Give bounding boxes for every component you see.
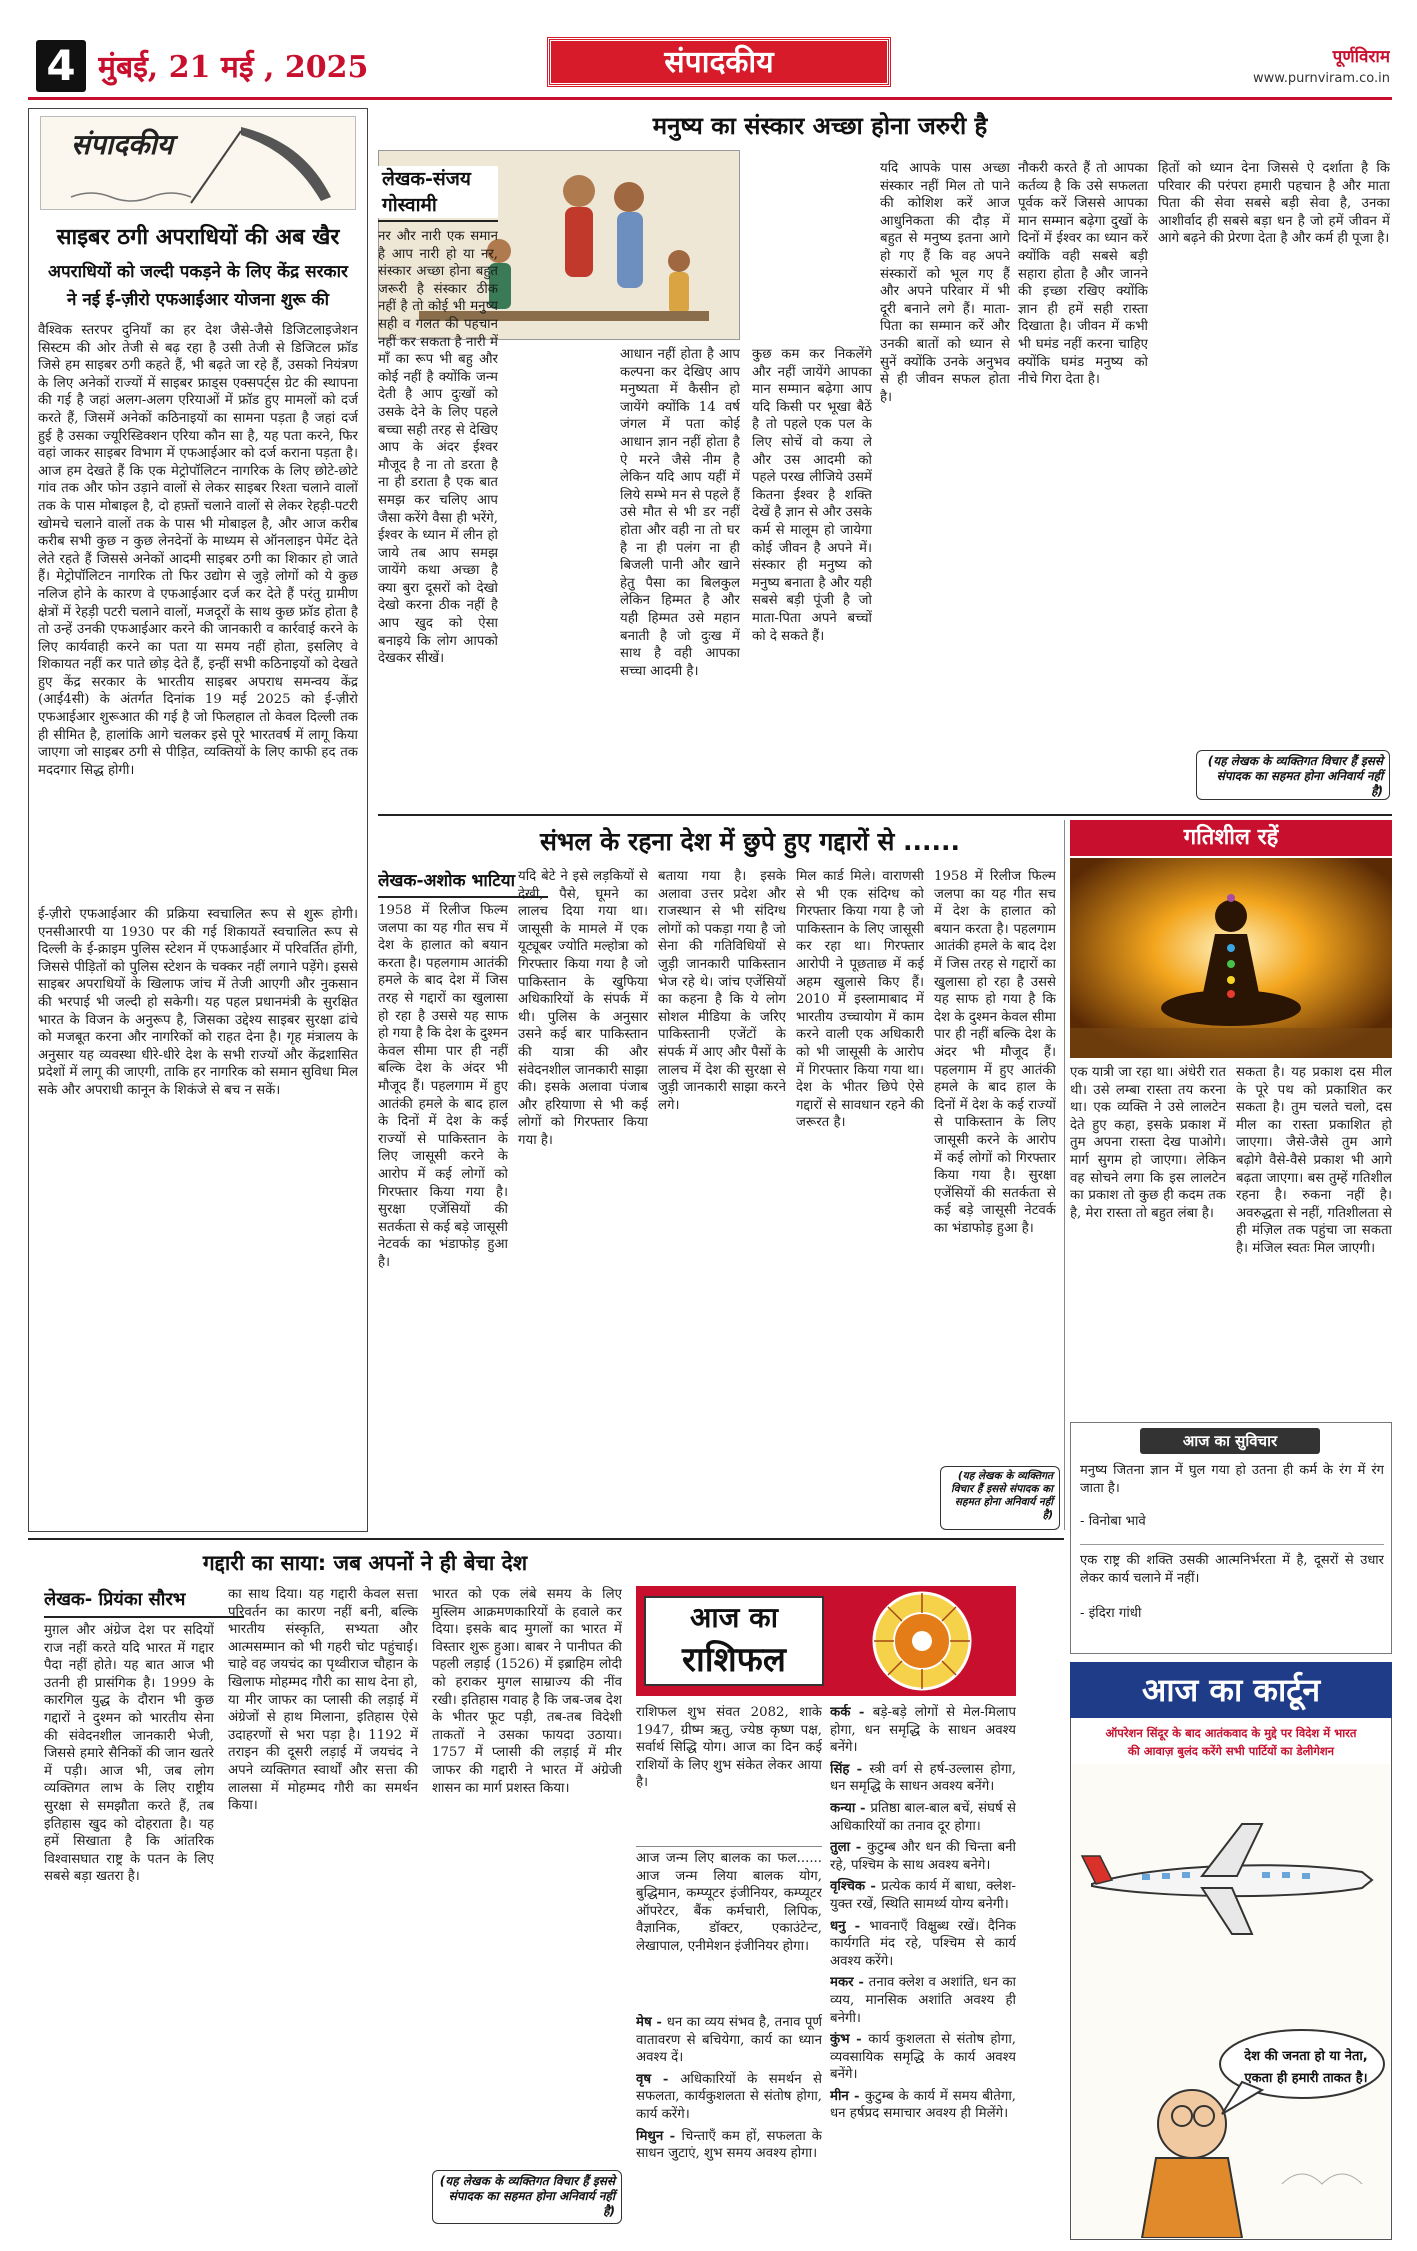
horoscope-header-2: राशिफल <box>682 1640 786 1680</box>
horoscope-sign-name: कन्या - <box>830 1800 871 1816</box>
horoscope-sign-item <box>830 1704 1016 1757</box>
horoscope-sign-text: कुटुम्ब और धन की चिन्ता बनी रहे, पश्चिम के साथ अवश्य बनेगे। <box>830 1840 1016 1873</box>
motivation-col-a: एक यात्री जा रहा था। अंधेरी रात थी। उसे लम्बा रास्ता तय करना था। एक व्यक्ति ने उसे लालटेन देते हुए कहा, इसके प्रकाश में तुम अपना रास्ता देख पाओगे। मार्ग सुगम हो जाएगा। लेकिन वह सोचने लगा कि इस लालटेन का प्रकाश तो कुछ ही कदम तक है, मेरा रास्ता तो बहुत लंबा है। <box>1070 1065 1226 1221</box>
article3-byline-rule <box>44 1616 244 1618</box>
editorial-headline-1: साइबर ठगी अपराधियों की अब खैर <box>56 225 340 250</box>
cartoon-caption-2: की आवाज़ बुलंद करेंगे सभी पार्टियों का डेलीगेशन <box>1127 1744 1335 1758</box>
thought-author-2: - इंदिरा गांधी <box>1080 1606 1142 1621</box>
cartoon-airplane-icon <box>1072 1764 1390 2238</box>
article1-col-f: हितों को ध्यान देना जिससे ऐ दर्शाता है कि परिवार की परंपरा हमारी पहचान है और माता पिता की सेवा सबसे बड़ी सेवा है, उनका आशीर्वाद ही सबसे बड़ा धन है जो हमें जीवन में आगे बढ़ने की प्रेरणा देता है और कर्म ही पूजा है। <box>1158 161 1390 247</box>
horoscope-sign-name: कुंभ - <box>830 2032 869 2048</box>
article3-col-a: मुग़ल और अंग्रेज देश पर सदियों राज नहीं करते यदि भारत में गद्दार पैदा नहीं होते। यह बात आज भी उतनी ही प्रासंगिक है। 1999 के कारगिल युद्ध के दौरान भी कुछ गद्दारों ने दुश्मन को भारतीय सेना की संवेदनशील जानकारी भेजी, जिससे हमारे सैनिकों की जान खतरे में पड़ी। आज भी, जब लोग व्यक्तिगत लाभ के लिए राष्ट्रीय सुरक्षा से समझौता करते हैं, तब इतिहास खुद को दोहराता है। यह हमें सिखाता है कि आंतरिक विश्वासघात राष्ट्र के पतन के लिए सबसे बड़ा खतरा है। <box>44 1623 214 1885</box>
article2-col-e: 1958 में रिलीज फिल्म जलपा का यह गीत सच में देश के हालात को बयान करता है। पहलगाम आतंकी हमले के बाद देश में जिस तरह से गद्दारों का खुलासा हो रहा है उससे यह साफ हो गया है कि देश के दुश्मन केवल सीमा पार ही नहीं बल्कि देश के अंदर भी मौजूद हैं। पहलगाम में हुए आतंकी हमले के बाद हाल के दिनों में देश के कई राज्यों से पाकिस्तान के लिए जासूसी करने के आरोप में कई लोगों को गिरफ्तार किया गया है। सुरक्षा एजेंसियों की सतर्कता से कई बड़े जासूसी नेटवर्क का भंडाफोड़ हुआ है। <box>934 869 1056 1236</box>
article1-col-b: आधान नहीं होता है आप कल्पना कर देखिए आप मनुष्यता में कैसीन हो जायेंगे क्योंकि 14 वर्ष जंगल में पता कोई आधान ज्ञान नहीं होता है ऐ मरने जैसे नीम है लेकिन यदि आप यहीं में लिये सम्भे मन से पहले हैं उसे मौत से भी डर नहीं होता और वही ना तो घर है ना ही पलंग ना ही बिजली पानी और खाने हेतु पैसा का बिलकुल लेकिन हिम्मत है और यही हिम्मत उसे महान बनाती है जो दुःख में साथ है वही आपका सच्चा आदमी है। <box>620 347 740 679</box>
cartoon-header: आज का कार्टून <box>1141 1671 1321 1709</box>
horoscope-sign-item <box>636 2014 822 2067</box>
cartoon-speech-2: एकता ही हमारी ताकत है। <box>1244 2071 1368 2086</box>
editorial-body-2: ई-ज़ीरो एफआईआर की प्रक्रिया स्वचालित रूप से शुरू होगी। एनसीआरपी या 1930 पर की गई शिकायतें स्वचालित रूप से दिल्ली के ई-क्राइम पुलिस स्टेशन में एफआईआर में परिवर्तित होंगी, जिससे पीड़ितों को पुलिस स्टेशन के चक्कर नहीं लगाने पड़ेंगे। इससे साइबर अपराधियों के खिलाफ जांच में तेजी आएगी और नुकसान की भरपाई भी जल्दी हो सकेगी। यह पहल प्रधानमंत्री के सुरक्षित भारत के विजन के अनुरूप है, जिसका उद्देश्य साइबर सुरक्षा ढांचे को मजबूत करना और नागरिकों को राहत देना है। गृह मंत्रालय के अनुसार यह व्यवस्था धीरे-धीरे देश के सभी राज्यों और केंद्रशासित प्रदेशों में लागू की जाएगी, ताकि हर नागरिक को समान सुविधा मिल सके और अपराधी कानून के शिकंजे से बच न सकें। <box>38 907 358 1098</box>
date-line: मुंबई, 21 मई , 2025 <box>98 50 369 85</box>
editorial-headline-2: अपराधियों को जल्दी पकड़ने के लिए केंद्र सरकार <box>48 262 348 282</box>
horoscope-sign-text: कार्य कुशलता से संतोष होगा, व्यवसायिक समृद्धि के कार्य अवश्य बनेंगे। <box>830 2032 1016 2083</box>
article1-col-a: नर और नारी एक समान है आप नारी हो या नर, संस्कार अच्छा होना बहुत जरूरी है संस्कार ठीक नहीं है तो कोई भी मनुष्य सही व गलत की पहचान नहीं कर सकता है नारी में माँ का रूप भी बहु और कोई नहीं है क्योंकि जन्म देती है आप दुःखों को उसके देने के लिए पहले बच्चा सही तरह से देखिए आप के अंदर ईश्वर मौजूद है ना तो डरता है ना ही डराता है एक बात समझ कर चलिए आप जैसा करेंगे वैसा ही भरेंगे, ईश्वर के ध्यान में लीन हो जाये तब आप समझ जायेंगे कथा अच्छा है क्या बुरा दूसरों को देखो देखो करना ठीक नहीं है आप खुद को ऐसा बनाइये कि लोग आपको देखकर सीखें। <box>378 229 498 667</box>
zodiac-wheel <box>832 1590 1012 1692</box>
horoscope-sign-text: तनाव क्लेश व अशांति, धन का व्यय, मानसिक अशांति अवश्य ही बनेगी। <box>830 1975 1016 2026</box>
horoscope-sign-item <box>830 1800 1016 1835</box>
article2-col-d: मिल कार्ड मिले। वाराणसी से भी एक संदिग्ध को गिरफ्तार किया गया है जो पाकिस्तान के लिए जासूसी कर रहा था। गिरफ्तार आरोपी ने पूछताछ में कई अहम खुलासे किए हैं। 2010 में इस्लामाबाद में भारतीय उच्चायोग में काम करने वाली एक अधिकारी को भी जासूसी के आरोप में गिरफ्तार किया गया था। देश के भीतर छिपे ऐसे गद्दारों से सावधान रहने की जरूरत है। <box>796 869 924 1131</box>
meditation-icon <box>1070 858 1392 1058</box>
article3-col-b: का साथ दिया। यह गद्दारी केवल सत्ता परिवर्तन का कारण नहीं बनी, बल्कि भारतीय संस्कृति, सभ्यता और आत्मसम्मान को भी गहरी चोट पहुंचाई। चाहे वह जयचंद का पृथ्वीराज चौहान के खिलाफ मोहम्मद गौरी का साथ देना हो, या मीर जाफर का प्लासी की लड़ाई में अंग्रेजों से हाथ मिलाना, इतिहास ऐसे उदाहरणों से भरा पड़ा है। 1192 में तराइन की दूसरी लड़ाई में जयचंद ने अपने व्यक्तिगत स्वार्थों और सत्ता की लालसा में मोहम्मद गौरी का समर्थन किया। <box>228 1587 418 1814</box>
horoscope-sign-item <box>830 1974 1016 2027</box>
thought-line-1: मनुष्य जितना ज्ञान में घुल गया हो उतना ही कर्म के रंग में रंग जाता है। <box>1080 1463 1384 1496</box>
article1-headline: मनुष्य का संस्कार अच्छा होना जरुरी है <box>652 112 988 140</box>
horoscope-sign-item <box>830 2088 1016 2123</box>
article3-headline: गद्दारी का साया: जब अपनों ने ही बेचा देश <box>202 1551 528 1575</box>
article1-bottom-rule <box>378 814 1392 816</box>
meditation-image <box>1070 858 1392 1058</box>
horoscope-sign-text: स्त्री वर्ग से हर्ष-उल्लास होगा, धन समृद्धि के साधन अवश्य बनेंगे। <box>830 1761 1016 1795</box>
horoscope-sign-item <box>830 1918 1016 1971</box>
horoscope-sign-name: तुला - <box>830 1840 867 1856</box>
horoscope-sign-text: कुटुम्ब के कार्य में समय बीतेगा, धन हर्षप्रद समाचार अवश्य ही मिलेंगे। <box>830 2088 1016 2122</box>
horoscope-sign-name: मीन - <box>830 2088 865 2104</box>
thought-header: आज का सुविचार <box>1182 1432 1278 1450</box>
masthead-rule <box>28 97 1392 100</box>
editorial-headline-3: ने नई ई-ज़ीरो एफआईआर योजना शुरू की <box>66 290 329 310</box>
brand-url[interactable]: www.purnviram.co.in <box>1253 71 1390 86</box>
editorial-logo-text: संपादकीय <box>71 128 173 161</box>
article1-note: (यह लेखक के व्यक्तिगत विचार हैं इससे संपादक का सहमत होना अनिवार्य नहीं है) <box>1196 750 1390 800</box>
horoscope-sign-name: सिंह - <box>830 1761 870 1777</box>
article2-note: (यह लेखक के व्यक्तिगत विचार हैं इससे संपादक का सहमत होना अनिवार्य नहीं है) <box>940 1466 1060 1530</box>
article1-byline-2: गोस्वामी <box>378 192 498 218</box>
horoscope-signs-left <box>636 2014 822 2238</box>
horoscope-sign-name: वृश्चिक - <box>830 1879 882 1895</box>
horoscope-sign-text: अधिकारियों के समर्थन से सफलता, कार्यकुशलता से संतोष होगा, कार्य करेंगे। <box>636 2071 822 2122</box>
section-title: संपादकीय <box>664 45 774 80</box>
page-number: 4 <box>46 41 76 90</box>
article2-divider <box>1064 820 1065 1530</box>
article3-byline: लेखक- प्रियंका सौरभ <box>44 1589 186 1610</box>
horoscope-sign-name: मेष - <box>636 2015 667 2030</box>
horoscope-sign-text: चिन्ताएँ कम हों, सफलता के साधन जुटाएं, शुभ समय अवश्य होगा। <box>636 2128 822 2162</box>
thought-author-1: - विनोबा भावे <box>1080 1514 1146 1529</box>
motivation-header: गतिशील रहें <box>1183 825 1279 850</box>
horoscope-intro: राशिफल शुभ संवत 2082, शाके 1947, ग्रीष्म ऋतु, ज्येष्ठ कृष्ण पक्ष, सर्वार्थ सिद्धि योग। आज का दिन कई राशियों के लिए शुभ संकेत लेकर आया है। <box>636 1705 822 1791</box>
horoscope-sign-item <box>830 1878 1016 1913</box>
article2-col-c: बताया गया है। इसके अलावा उत्तर प्रदेश और राजस्थान से भी संदिग्ध लोगों को पकड़ा गया है जो सेना की गतिविधियों से जुड़ी जानकारी पाकिस्तान भेज रहे थे। जांच एजेंसियों का कहना है कि ये लोग सोशल मीडिया के जरिए पाकिस्तानी एजेंटों के संपर्क में आए और पैसों के लालच में देश की सुरक्षा से जुड़ी जानकारी साझा करने लगे। <box>658 869 786 1113</box>
zodiac-wheel-icon <box>832 1590 1012 1692</box>
article2-col-a: 1958 में रिलीज फिल्म जलपा का यह गीत सच में देश के हालात को बयान करता है। पहलगाम आतंकी हमले के बाद देश में जिस तरह से गद्दारों का खुलासा हो रहा है उससे यह साफ हो गया है कि देश के दुश्मन केवल सीमा पार ही नहीं बल्कि देश के अंदर भी मौजूद हैं। पहलगाम में हुए आतंकी हमले के बाद हाल के दिनों में देश के कई राज्यों से पाकिस्तान के लिए जासूसी करने के आरोप में कई लोगों को गिरफ्तार किया गया है। सुरक्षा एजेंसियों की सतर्कता से कई बड़े जासूसी नेटवर्क का भंडाफोड़ हुआ है। <box>378 903 508 1270</box>
horoscope-sign-text: बड़े-बड़े लोगों से मेल-मिलाप होगा, धन समृद्धि के साधन अवश्य बनेंगे। <box>830 1705 1016 1756</box>
article3-note: (यह लेखक के व्यक्तिगत विचार हैं इससे संपादक का सहमत होना अनिवार्य नहीं है) <box>432 2170 622 2224</box>
cartoon-speech-1: देश की जनता हो या नेता, <box>1244 2049 1368 2064</box>
horoscope-sign-text: भावनाएँ विक्षुब्ध रखें। दैनिक कार्यगति मंद रहे, पश्चिम से कार्य अवश्य करेंगे। <box>830 1918 1016 1969</box>
horoscope-sign-name: मकर - <box>830 1975 869 1991</box>
article3-top-rule <box>28 1538 1064 1540</box>
horoscope-intro-rule <box>636 1846 822 1847</box>
article1-byline-1: लेखक-संजय <box>378 166 498 192</box>
article1-col-e: नौकरी करते हैं तो आपका कर्तव्य है कि उसे सफलता पूर्वक करें जिससे आपका मान सम्मान बढ़ेगा दुखों के दिनों में ईश्वर का ध्यान करें क्योंकि वही सबसे बड़ी सहारा होता है और जानने की इच्छा रखिए क्योंकि ज्ञान ही हमें सही रास्ता दिखाता है। जीवन में कभी भी घमंड नहीं करना चाहिए क्योंकि घमंड मनुष्य को नीचे गिरा देता है। <box>1018 161 1148 388</box>
article2-headline: संभल के रहना देश में छुपे हुए गद्दारों से ...... <box>539 827 961 856</box>
horoscope-sign-text: प्रत्येक कार्य में बाधा, क्लेश-युक्त रखें, स्थिति सामर्थ्य योग्य बनेगी। <box>830 1879 1016 1912</box>
masthead <box>0 0 1417 100</box>
motivation-col-b: सकता है। यह प्रकाश दस मील के पूरे पथ को प्रकाशित कर सकता है। तुम चलते चलो, दस मील का रास्ता प्रकाशित हो जाएगा। जैसे-जैसे तुम आगे बढ़ोगे वैसे-वैसे प्रकाश भी आगे बढ़ता जाएगा। बस तुम्हें गतिशील रहना है। रुकना नहीं है। अवरुद्धता से नहीं, गतिशीलता से ही मंज़िल तक पहुंचा जा सकता है। मंजिल स्वतः मिल जाएगी। <box>1236 1065 1392 1256</box>
horoscope-born-today: आज जन्म लिए बालक का फल...... आज जन्म लिया बालक योग, बुद्धिमान, कम्प्यूटर इंजीनियर, कम्प्यूटर ऑपरेटर, बैंक कर्मचारी, लिपिक, वैज्ञानिक, डॉक्टर, एकाउंटेन्ट, लेखापाल, एनीमेशन इंजीनियर होगा। <box>636 1851 822 1954</box>
horoscope-sign-item <box>830 1839 1016 1874</box>
horoscope-sign-text: धन का व्यय संभव है, तनाव पूर्ण वातावरण से बचियेगा, कार्य का ध्यान अवश्य दें। <box>636 2015 822 2066</box>
horoscope-signs-right <box>830 1704 1016 2238</box>
thought-line-2: एक राष्ट्र की शक्ति उसकी आत्मनिर्भरता में है, दूसरों से उधार लेकर कार्य चलाने में नहीं। <box>1080 1553 1384 1586</box>
cartoon-drawing <box>1072 1764 1390 2238</box>
horoscope-sign-name: मिथुन - <box>636 2128 682 2144</box>
horoscope-header-1: आज का <box>690 1601 778 1634</box>
article1-col-c: कुछ कम कर निकलेंगे और नहीं जायेंगे आपका मान सम्मान बढ़ेगा आप यदि किसी पर भूखा बैठें है तो पहले एक पल के लिए सोचें वो कया ले और उस आदमी को पहले परख लीजिये उसमें कितना ईश्वर है शक्ति देखें है ज्ञान से और उसके कर्म से मालूम हो जायेगा कोई जीवन है अपने में। संस्कार ही मनुष्य को मनुष्य बनाता है और यही सबसे बड़ी पूंजी है जो माता-पिता अपने बच्चों को दे सकते हैं। <box>752 347 872 644</box>
horoscope-sign-item <box>830 2031 1016 2084</box>
article3-col-c: भारत को एक लंबे समय के लिए मुस्लिम आक्रमणकारियों के हवाले कर दिया। इसके बाद मुगलों का भारत में विस्तार शुरू हुआ। बाबर ने पानीपत की पहली लड़ाई (1526) में इब्राहिम लोदी को हराकर मुगल साम्राज्य की नींव रखी। इतिहास गवाह है कि जब-जब देश के भीतर फूट पड़ी, तब-तब विदेशी ताकतों ने उसका फायदा उठाया। 1757 में प्लासी की लड़ाई में मीर जाफर की गद्दारी ने भारत में अंग्रेजी शासन का मार्ग प्रशस्त किया। <box>432 1587 622 1796</box>
article1-col-c-top: यदि आपके पास अच्छा संस्कार नहीं मिल तो पाने की कोशिश करें आज आधुनिकता की दौड़ में बहुत से मनुष्य इतना आगे हो गए हैं कि वह अपने संस्कारों को भूल गए हैं और अपने परिवार में भी दूरी बनाने लगे हैं। माता-पिता का सम्मान करें और उनकी बातों को ध्यान से सुनें क्योंकि उनके अनुभव से ही जीवन सफल होता है। <box>880 161 1010 405</box>
thought-divider <box>1080 1544 1384 1545</box>
article2-byline: लेखक-अशोक भाटिया <box>378 871 516 891</box>
article1-byline-rule <box>378 220 498 222</box>
article2-col-b: यदि बेटे ने इसे लड़कियों से देखी, पैसे, घूमने का लालच दिया गया था। जासूसी के मामले में एक यूट्यूबर ज्योति मल्होत्रा को गिरफ्तार किया गया है जो पाकिस्तान के खुफिया अधिकारियों के संपर्क में थी। पुलिस के अनुसार उसने कई बार पाकिस्तान की यात्रा की और संवेदनशील जानकारी साझा की। इसके अलावा पंजाब और हरियाणा से भी कई लोगों को गिरफ्तार किया गया है। <box>518 869 648 1148</box>
horoscope-sign-name: धनु - <box>830 1918 870 1934</box>
horoscope-sign-item <box>636 2128 822 2163</box>
brand-name: पूर्णविराम <box>1332 47 1390 67</box>
horoscope-sign-name: वृष - <box>636 2071 681 2087</box>
horoscope-sign-item <box>830 1761 1016 1796</box>
cartoon-caption-1: ऑपरेशन सिंदूर के बाद आतंकवाद के मुद्दे पर विदेश में भारत <box>1105 1726 1357 1740</box>
horoscope-sign-text: प्रतिष्ठा बाल-बाल बचें, संघर्ष से अधिकारियों का तनाव दूर होगा। <box>830 1800 1016 1834</box>
editorial-body: वैश्विक स्तरपर दुनियाँ का हर देश जैसे-जैसे डिजिटलाइजेशन सिस्टम की ओर तेजी से बढ़ रहा है उसी तेजी से डिजिटल फ्रॉड जिसे हम साइबर ठगी कहते हैं, भी बढ़ते जा रहे हैं, उसको नियंत्रण के लिए अनेकों राज्यों में साइबर फ्राड्स एक्सपर्ट्स ग्रेट की स्थापना की गई है जहां अलग-अलग एरियाओं में फ्रॉड हुए मामलों को दर्ज करते हैं, जिसमें अनेकों कठिनाइयों का सामना पड़ता है जहां दर्ज हुई है उसका ज्यूरिस्डिक्शन एरिया कौन सा है, यह पता करने, फिर वहां जाकर साइबर विभाग में एफआईआर को दर्ज कराना पड़ता है। आज हम देखते हैं कि एक मेट्रोपॉलिटन नागरिक के लिए छोटे-छोटे गांव तक और फोन उड़ाने वालों से लेकर साइबर रिश्ता चलाने वालों तक के पास मोबाइल है, दो हफ़्तों चलाने वालों से लेकर रेहड़ी-पटरी खोमचे चलाने वालों तक के पास भी मोबाइल है, और आज करीब करीब सभी कुछ न कुछ लेनदेनों के माध्यम से ऑनलाइन पेमेंट देते लेते रहते हैं जिससे अनेकों आदमी साइबर ठगी का शिकार हो जाते हैं। मेट्रोपॉलिटन नागरिक तो फिर उद्योग से जुड़े लोगों को ये कुछ नलिज होने के कारण वे एफआईआर दर्ज कर देते हैं परंतु ग्रामीण क्षेत्रों में रेहड़ी पटरी चलाने वालों, मजदूरों के साथ कुछ फ्रॉड होता है तो उन्हें उनकी एफआईआर करने की जानकारी व कार्रवाई करने के लिए कार्यवाही करने का पता या समय नहीं होता, इसलिए वे शिकायत नहीं कर पाते छोड़ देते हैं, इन्हीं सभी कठिनाइयों को देखते हुए केंद्र सरकार के भारतीय साइबर अपराध समन्वय केंद्र (आई4सी) के अंतर्गत दिनांक 19 मई 2025 को ई-ज़ीरो एफआईआर शुरूआत की गई है जो फिलहाल तो केवल दिल्ली तक ही सीमित है, हालांकि आगे चलकर इसे पूरे भारतवर्ष में लागू किया जाएगा जो साइबर ठगी से पीड़ित, व्यक्तियों के लिए काफी हद तक मददगार सिद्ध होगी। <box>38 323 358 778</box>
horoscope-sign-name: कर्क - <box>830 1705 873 1720</box>
editorial-logo <box>40 116 356 210</box>
horoscope-sign-item <box>636 2071 822 2124</box>
